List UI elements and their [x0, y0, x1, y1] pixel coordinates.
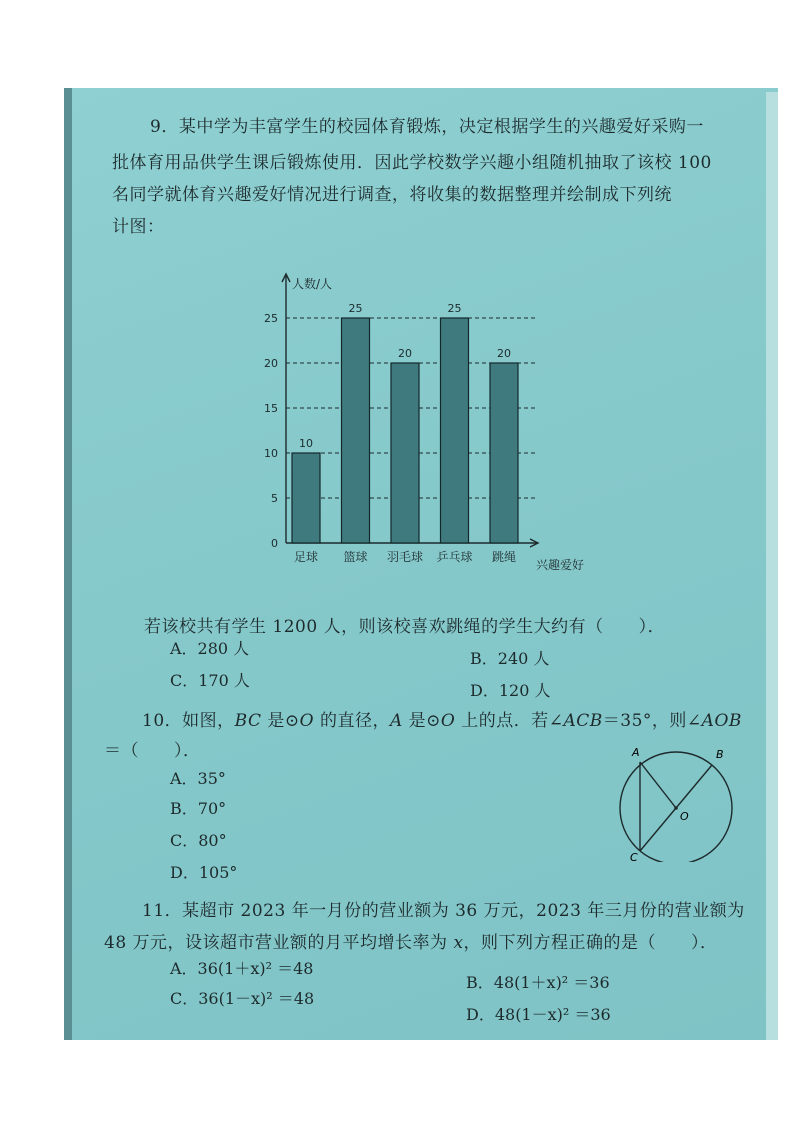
x-category-label: 羽毛球 — [386, 550, 424, 564]
q11-line1: 11．某超市 2023 年一月份的营业额为 36 万元，2023 年三月份的营业额为 — [142, 901, 745, 921]
x-axis-label: 兴趣爱好 — [536, 558, 585, 572]
label-o: O — [680, 810, 689, 823]
q10-option-c: C．80° — [170, 831, 227, 850]
y-tick-label: 0 — [271, 537, 278, 550]
q9-option-b: B．240 人 — [470, 649, 550, 668]
label-a: A — [632, 746, 640, 759]
x-category-label: 足球 — [293, 550, 319, 564]
bar — [292, 453, 320, 543]
radius-ao — [640, 762, 676, 808]
y-tick-label: 5 — [271, 492, 278, 505]
x-category-label: 乒乓球 — [436, 550, 473, 564]
q9-option-c: C．170 人 — [170, 671, 250, 690]
bar-chart — [240, 268, 610, 578]
y-tick-label: 10 — [264, 447, 278, 460]
bar — [391, 363, 419, 543]
q10-line1: 10．如图，BC 是⊙O 的直径，A 是⊙O 上的点．若∠ACB＝35°，则∠AOB — [142, 711, 742, 731]
y-tick-label: 20 — [264, 357, 278, 370]
bar-value-label: 25 — [447, 302, 462, 315]
bar — [342, 318, 370, 543]
center-point — [674, 806, 678, 810]
page-edge-right — [766, 92, 778, 1040]
label-c: C — [630, 851, 638, 862]
bar-value-label: 20 — [497, 347, 511, 360]
y-tick-label: 15 — [264, 402, 278, 415]
q9-line4: 计图： — [112, 217, 165, 237]
page-edge-shadow — [64, 88, 72, 1040]
bar — [441, 318, 469, 543]
q9-question: 若该校共有学生 1200 人，则该校喜欢跳绳的学生大约有（ ）． — [144, 617, 666, 637]
q10-option-a: A．35° — [170, 769, 226, 788]
q11-option-d: D．48(1－x)² ＝36 — [466, 1005, 611, 1024]
q10-option-b: B．70° — [170, 799, 227, 818]
q11-line2: 48 万元，设该超市营业额的月平均增长率为 x，则下列方程正确的是（ ）． — [104, 933, 718, 953]
x-category-label: 篮球 — [343, 550, 368, 564]
q9-line3: 名同学就体育兴趣爱好情况进行调查，将收集的数据整理并绘制成下列统 — [112, 185, 672, 205]
circle-figure — [612, 742, 742, 862]
q9-line1: 9．某中学为丰富学生的校园体育锻炼，决定根据学生的兴趣爱好采购一 — [150, 117, 704, 137]
q10-option-d: D．105° — [170, 863, 238, 882]
bar — [490, 363, 518, 543]
q9-option-d: D．120 人 — [470, 681, 551, 700]
q11-option-a: A．36(1＋x)² ＝48 — [170, 959, 314, 978]
bar-value-label: 20 — [398, 347, 412, 360]
q9-option-a: A．280 人 — [170, 639, 250, 658]
y-axis-label: 人数/人 — [292, 277, 333, 291]
bar-value-label: 10 — [299, 437, 313, 450]
bar-value-label: 25 — [348, 302, 363, 315]
q10-line2: ＝（ ）． — [104, 741, 201, 761]
q11-option-b: B．48(1＋x)² ＝36 — [466, 973, 610, 992]
x-category-label: 跳绳 — [491, 550, 517, 564]
q9-line2: 批体育用品供学生课后锻炼使用．因此学校数学兴趣小组随机抽取了该校 100 — [112, 153, 712, 173]
q11-option-c: C．36(1－x)² ＝48 — [170, 989, 315, 1008]
y-tick-label: 25 — [264, 312, 278, 325]
label-b: B — [716, 748, 724, 761]
